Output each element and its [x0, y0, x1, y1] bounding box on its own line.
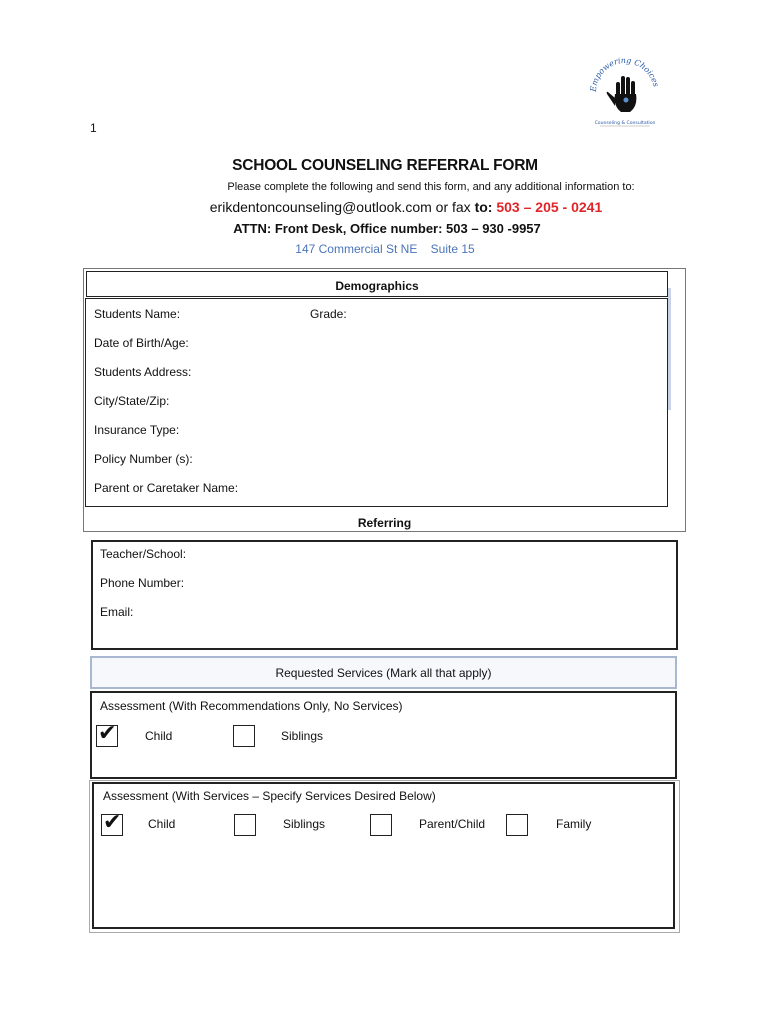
policy-number-label: Policy Number (s): [94, 452, 193, 466]
phone-number-label: Phone Number: [100, 576, 185, 590]
requested-services-label: Requested Services (Mark all that apply) [275, 666, 492, 680]
demographics-fields-box [85, 298, 668, 507]
parent-child-checkbox-services[interactable] [370, 814, 392, 836]
demographics-header [86, 271, 668, 297]
family-checkbox-services[interactable] [506, 814, 528, 836]
family-label: Family [556, 817, 592, 831]
referring-header-label: Referring [357, 516, 412, 530]
logo-arc-text: Empowering Choices [588, 55, 661, 93]
child-checkbox-services[interactable] [101, 810, 123, 836]
requested-services-header [90, 656, 677, 689]
address-line: 147 Commercial St NE Suite 15 [295, 242, 475, 256]
assessment-only-title: Assessment (With Recommendations Only, No Services) [100, 699, 403, 713]
child-label: Child [145, 729, 173, 743]
form-title: SCHOOL COUNSELING REFERRAL FORM [232, 157, 538, 174]
child-label: Child [148, 817, 176, 831]
assessment-services-title: Assessment (With Services – Specify Services Desired Below) [103, 789, 436, 803]
contact-email-fax [0, 199, 770, 215]
referring-header [91, 507, 678, 540]
assessment-services-box [92, 782, 675, 929]
students-name-label: Students Name: [94, 307, 181, 321]
teacher-school-label: Teacher/School: [100, 547, 187, 561]
dob-age-label: Date of Birth/Age: [94, 336, 189, 350]
siblings-label: Siblings [281, 729, 324, 743]
company-logo [586, 54, 664, 132]
to-label: to: [474, 199, 493, 215]
demographics-header-label: Demographics [335, 279, 419, 293]
email-label: Email: [100, 605, 134, 619]
parent-child-label: Parent/Child [419, 817, 486, 831]
check-mark-icon: ✔ [103, 810, 122, 835]
insurance-type-label: Insurance Type: [94, 423, 180, 437]
logo-sub-text: Counseling & Consultation [594, 121, 656, 126]
city-state-zip-label: City/State/Zip: [94, 394, 170, 408]
hand-logo-icon [586, 54, 664, 132]
attn-line: ATTN: Front Desk, Office number: 503 – 930 -9957 [233, 221, 541, 236]
siblings-checkbox-assessment-only[interactable] [233, 725, 255, 747]
decorative-strip [668, 288, 671, 410]
instructions: Please complete the following and send this form, and any additional information to: [227, 181, 635, 193]
siblings-checkbox-services[interactable] [234, 814, 256, 836]
siblings-label: Siblings [283, 817, 326, 831]
page-number: 1 [90, 121, 97, 135]
child-checkbox-assessment-only[interactable] [96, 721, 118, 747]
parent-name-label: Parent or Caretaker Name: [94, 481, 239, 495]
grade-label: Grade: [310, 307, 347, 321]
email-fax-text[interactable]: erikdentoncounseling@outlook.com or fax [209, 199, 475, 215]
check-mark-icon: ✔ [98, 721, 117, 746]
fax-number: 503 – 205 - 0241 [496, 199, 603, 215]
students-address-label: Students Address: [94, 365, 192, 379]
